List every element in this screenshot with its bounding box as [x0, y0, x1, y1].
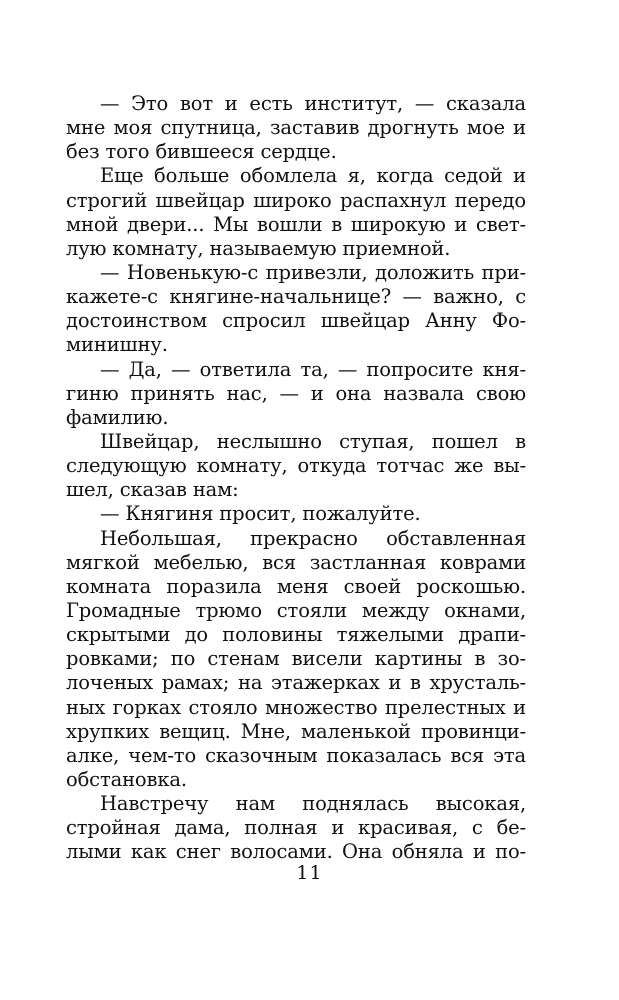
text-line: мягкой мебелью, вся застланная коврами [66, 550, 526, 574]
text-line: — Новенькую-с привезли, доложить при- [100, 260, 526, 284]
text-line: фамилию. [66, 405, 169, 429]
text-line: обстановка. [66, 767, 187, 791]
text-line: алке, чем-то сказочным показалась вся эта [66, 743, 526, 767]
text-line: кажете-с княгине-начальнице? — важно, с [66, 285, 526, 309]
text-line: — Это вот и есть институт, — сказала [100, 92, 526, 115]
text-line: мной двери... Мы вошли в широкую и свет- [66, 212, 526, 236]
body-text [66, 92, 526, 865]
text-line: мне моя спутница, заставив дрогнуть мое и [66, 116, 526, 140]
text-line: минишну. [66, 333, 168, 357]
text-line: Швейцар, неслышно ступая, пошел в [100, 429, 526, 453]
text-line: скрытыми до половины тяжелыми драпи- [66, 623, 526, 647]
text-line: ровками; по стенам висели картины в зо- [66, 647, 526, 671]
text-line: Громадные трюмо стояли между окнами, [66, 598, 526, 622]
text-line: лую комнату, называемую приемной. [66, 236, 451, 260]
text-line: следующую комнату, откуда тотчас же вы- [66, 454, 526, 478]
text-line: шел, сказав нам: [66, 478, 239, 502]
text-line: комната поразила меня своей роскошью. [66, 574, 526, 598]
text-line: строгий швейцар широко распахнул передо [66, 188, 526, 212]
text-line: хрупких вещиц. Мне, маленькой провинци- [66, 719, 526, 743]
text-line: без того бившееся сердце. [66, 140, 337, 164]
text-line: стройная дама, полная и красивая, с бе- [66, 816, 526, 840]
text-line: достоинством спросил швейцар Анну Фо- [66, 309, 526, 333]
text-line: лоченых рамах; на этажерках и в хрусталь- [66, 671, 526, 695]
text-line: Навстречу нам поднялась высокая, [100, 792, 526, 816]
text-line: Еще больше обомлела я, когда седой и [100, 164, 526, 188]
text-line: ных горках стояло множество прелестных и [66, 695, 526, 719]
text-line: лыми как снег волосами. Она обняла и по- [66, 840, 526, 864]
text-line: Небольшая, прекрасно обставленная [100, 526, 526, 550]
text-line: — Княгиня просит, пожалуйте. [100, 502, 421, 526]
text-line: гиню принять нас, — и она назвала свою [66, 381, 526, 405]
text-line: — Да, — ответила та, — попросите кня- [100, 357, 526, 381]
page-number: 11 [296, 862, 323, 884]
